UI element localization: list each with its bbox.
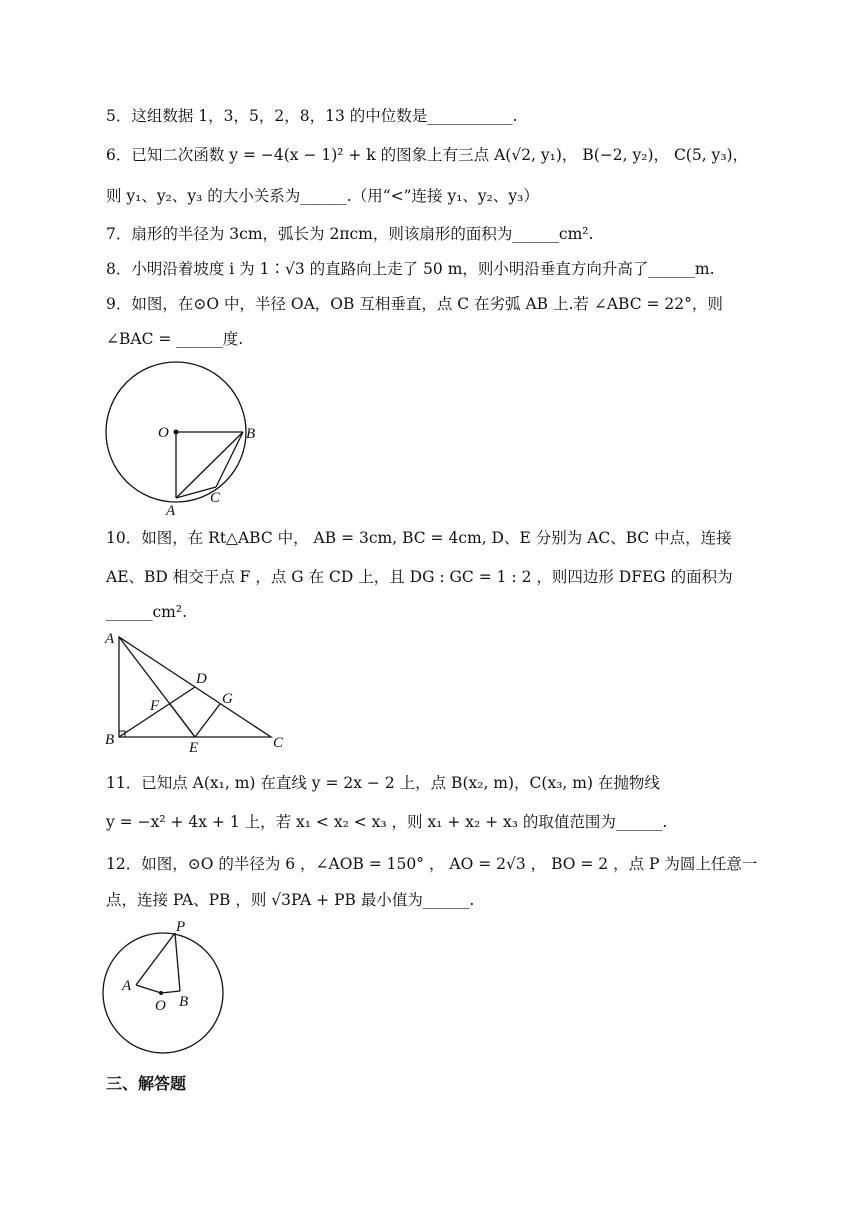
segment-ge (195, 704, 220, 737)
center-point (159, 991, 163, 995)
center-point (174, 430, 179, 435)
section-heading: 三、解答题 (106, 1074, 187, 1093)
question-9-text-line1: 9．如图，在⊙O 中，半径 OA，OB 互相垂直，点 C 在劣弧 AB 上.若 ∠ABC = 22°，则 (106, 295, 723, 313)
label-b: B (179, 994, 189, 1010)
label-a: A (105, 631, 115, 647)
label-e: E (189, 740, 199, 756)
label-a: A (122, 978, 132, 994)
question-7-text: 7．扇形的半径为 3cm，弧长为 2πcm，则该扇形的面积为______cm². (106, 225, 594, 243)
label-c: C (273, 735, 284, 751)
segment-fe (170, 704, 195, 737)
label-b: B (105, 732, 115, 748)
label-a: A (166, 503, 176, 519)
question-12-text-line1: 12．如图，⊙O 的半径为 6 ，∠AOB = 150° ， AO = 2√3 ， BO = 2 ，点 P 为圆上任意一 (106, 855, 758, 873)
segment-pb (175, 933, 180, 991)
segment-pa (136, 933, 175, 985)
question-10-text-line3: ______cm². (106, 603, 188, 621)
question-5-text: 5．这组数据 1，3，5，2，8，13 的中位数是___________. (106, 107, 518, 125)
label-c: C (210, 490, 221, 506)
question-6-text-line2: 则 y₁、y₂、y₃ 的大小关系为______.（用“<”连接 y₁、y₂、y₃） (106, 187, 539, 205)
label-f: F (150, 698, 160, 714)
label-d: D (196, 671, 207, 687)
chord-bc (216, 432, 243, 487)
chord-ab (176, 432, 243, 498)
label-o: O (158, 425, 169, 441)
label-o: O (155, 998, 166, 1014)
question-10-figure (100, 625, 300, 755)
segment-ob (161, 991, 180, 993)
label-p: P (176, 919, 186, 935)
label-g: G (222, 691, 233, 707)
label-b: B (246, 426, 256, 442)
question-11-text-line2: y = −x² + 4x + 1 上，若 x₁ < x₂ < x₃ ，则 x₁ + x₂ + x₃ 的取值范围为______. (106, 813, 668, 831)
question-10-text-line2: AE、BD 相交于点 F ，点 G 在 CD 上，且 DG : GC = 1 : 2 ，则四边形 DFEG 的面积为 (106, 568, 733, 586)
question-10-text-line1: 10．如图，在 Rt△ABC 中， AB = 3cm, BC = 4cm, D、E 分别为 AC、BC 中点，连接 (106, 529, 732, 547)
question-9-figure (100, 360, 260, 520)
question-6-text-line1: 6．已知二次函数 y = −4(x − 1)² + k 的图象上有三点 A(√2, y₁)， B(−2, y₂)， C(5, y₃)， (106, 146, 749, 164)
question-11-text-line1: 11．已知点 A(x₁, m) 在直线 y = 2x − 2 上，点 B(x₂, m)，C(x₃, m) 在抛物线 (106, 774, 660, 792)
question-9-text-line2: ∠BAC = ______度. (106, 330, 244, 348)
segment-ao (136, 985, 161, 993)
question-8-text: 8．小明沿着坡度 i 为 1∶√3 的直路向上走了 50 m，则小明沿垂直方向升高了______m. (106, 260, 715, 278)
question-12-figure (100, 918, 260, 1058)
question-12-text-line2: 点，连接 PA、PB ，则 √3PA + PB 最小值为______. (106, 891, 475, 909)
